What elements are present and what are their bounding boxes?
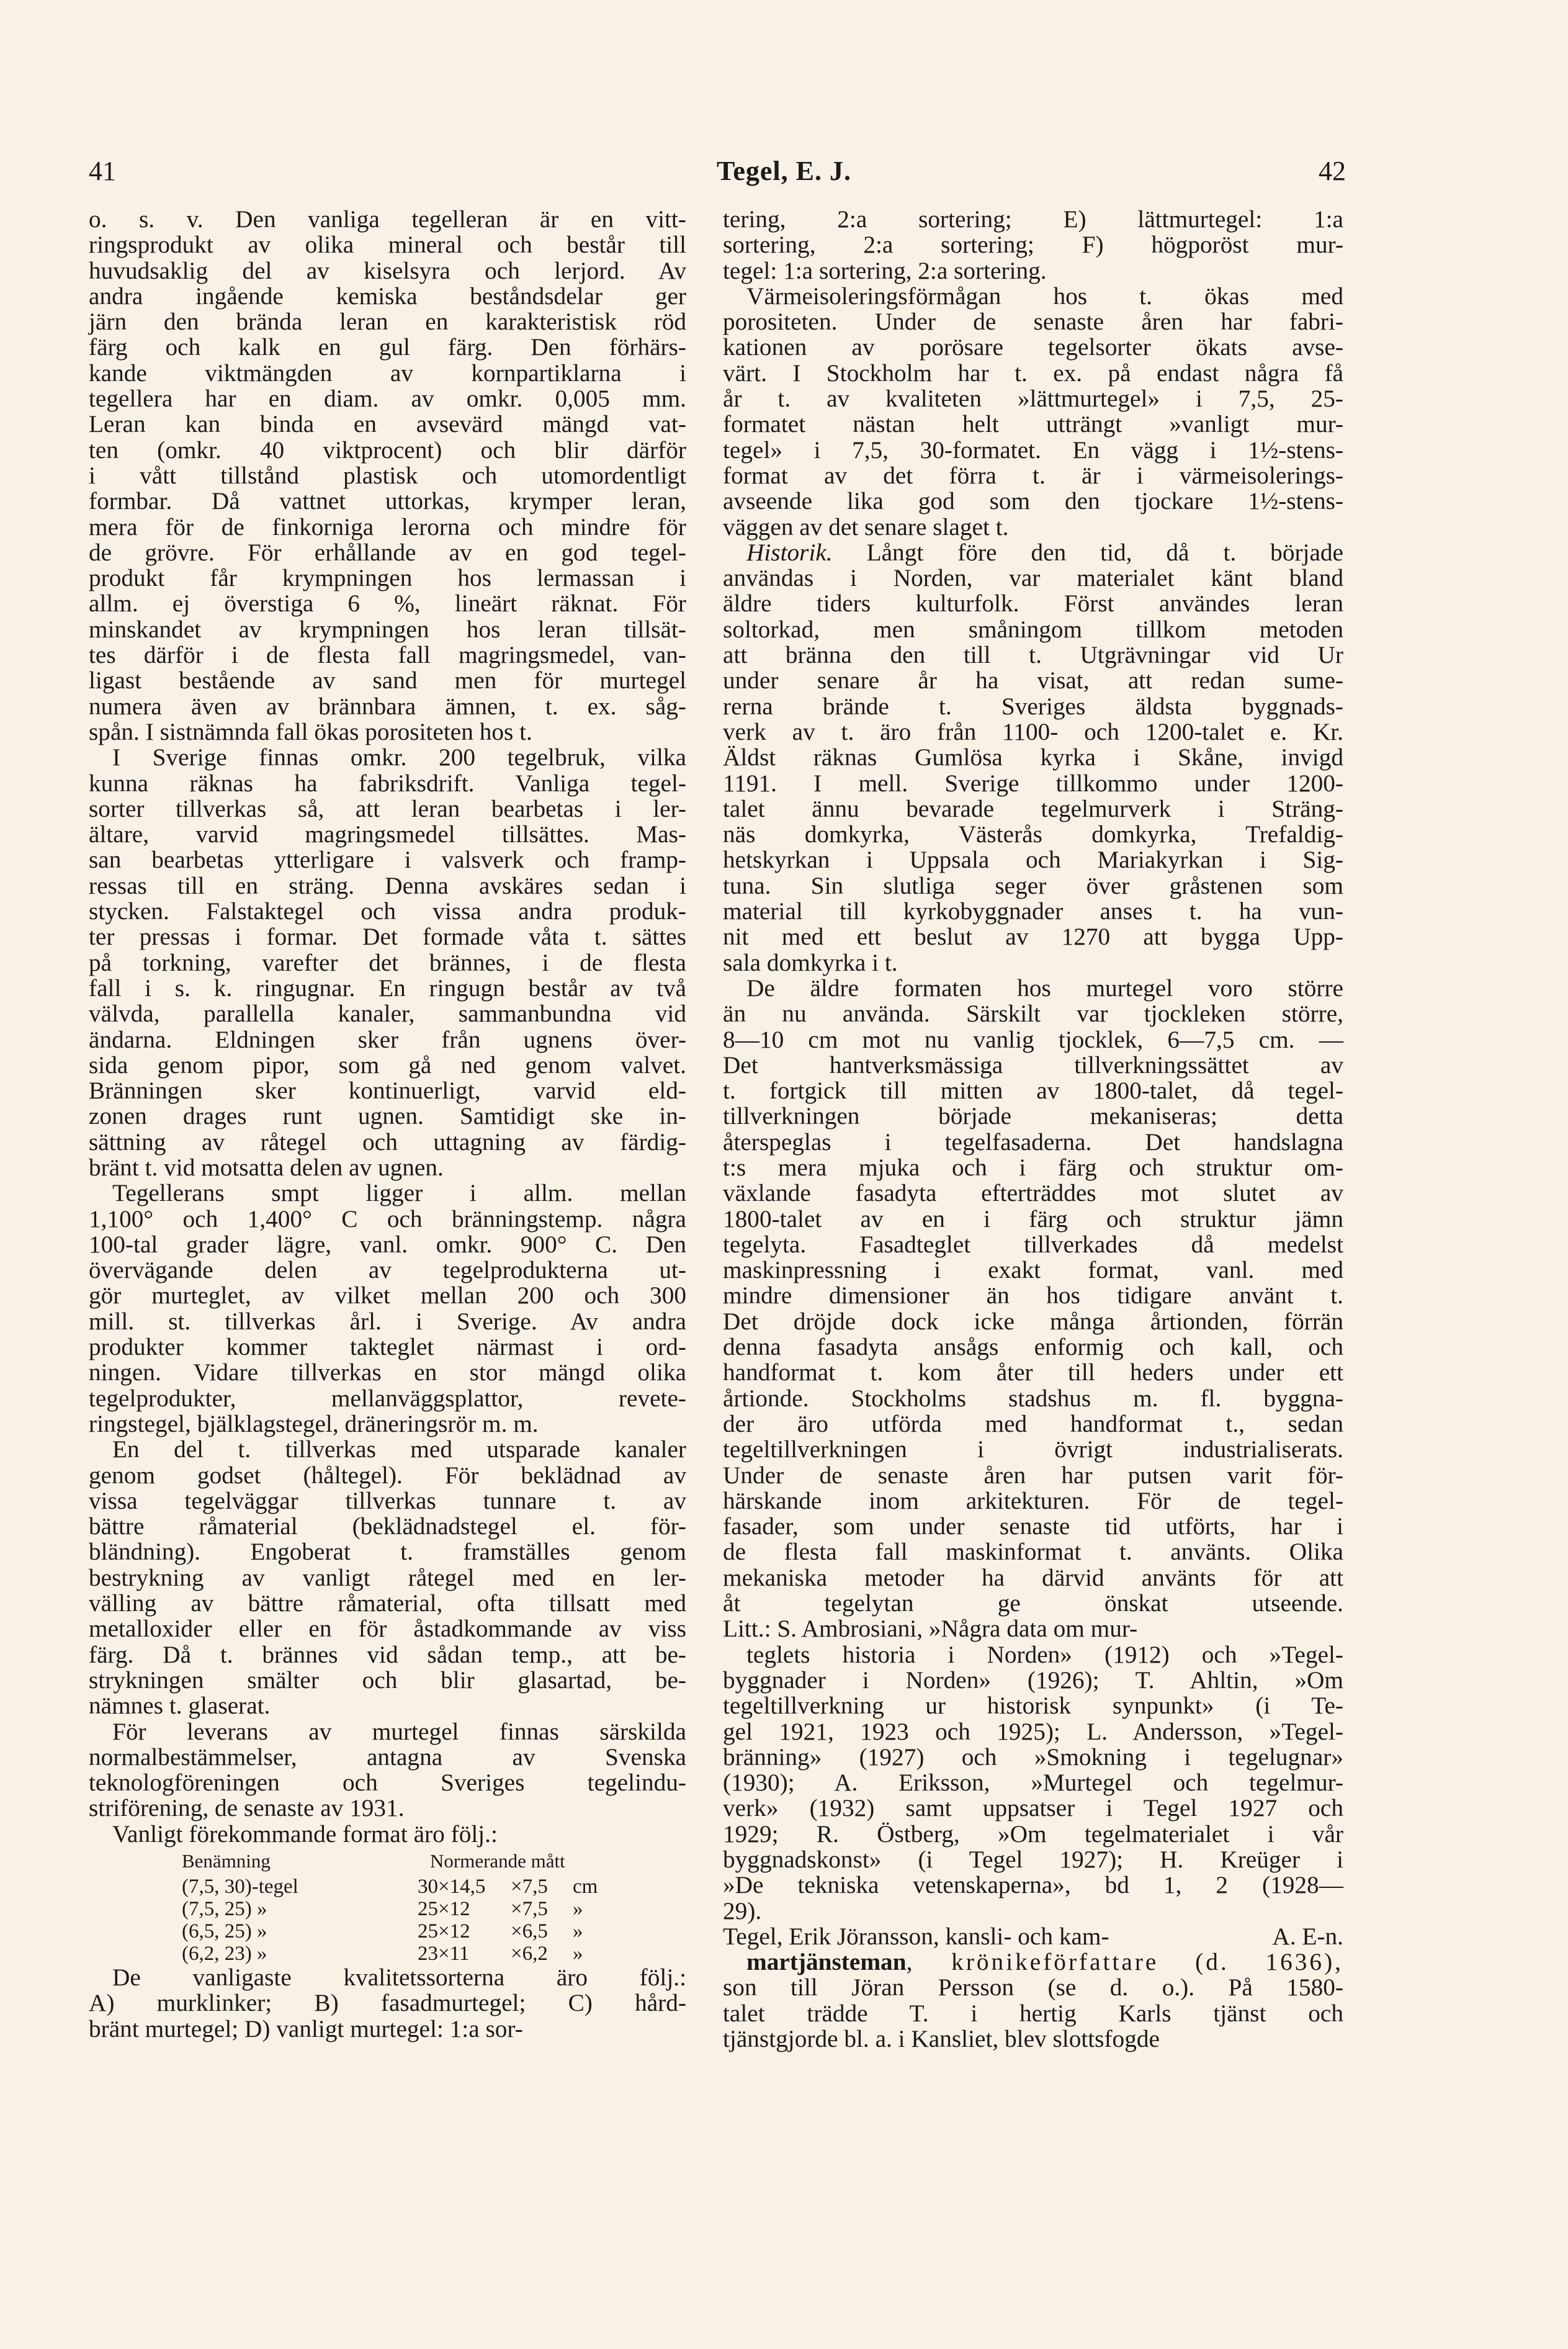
text-line: sida genom pipor, som gå ned genom valvet.	[89, 1051, 686, 1079]
text-line: Äldst räknas Gumlösa kyrka i Skåne, invigd	[723, 743, 1343, 771]
text-line: mindre dimensioner än hos tidigare använt t.	[723, 1282, 1343, 1309]
page-number-left: 41	[89, 156, 116, 186]
text-line: ringsprodukt av olika mineral och består till	[89, 231, 686, 259]
text-line: 1,100° och 1,400° C och bränningstemp. några	[89, 1205, 686, 1233]
text-line: under senare år ha visat, att redan sume-	[723, 667, 1343, 694]
text-line: värt. I Stockholm har t. ex. på endast några få	[723, 359, 1343, 387]
text-line: formbar. Då vattnet uttorkas, krymper leran,	[89, 487, 686, 515]
entry-headword: martjänsteman	[746, 1948, 907, 1976]
text-line: välvda, parallella kanaler, sammanbundna vid	[89, 1000, 686, 1028]
text-line: år t. av kvaliteten »lättmurtegel» i 7,5, 25-	[723, 385, 1343, 413]
text-line: än nu använda. Särskilt var tjockleken större,	[723, 1000, 1343, 1028]
text-line: (1930); A. Eriksson, »Murtegel och tegelmur-	[723, 1769, 1343, 1797]
text-line: zonen drages runt ugnen. Samtidigt ske in-	[89, 1102, 686, 1130]
text-line: Det hantverksmässiga tillverkningssättet av	[723, 1051, 1343, 1079]
text-line: sorter tillverkas så, att leran bearbetas i ler-	[89, 794, 686, 822]
table-cell: (7,5, 25) »	[182, 1898, 267, 1920]
text-line: användas i Norden, var materialet känt bland	[723, 564, 1343, 592]
table-cell: 30×14,5	[418, 1875, 486, 1898]
text-line: byggnadskonst» (i Tegel 1927); H. Kreüger i	[723, 1846, 1343, 1873]
text-line: son till Jöran Persson (se d. o.). På 1580-	[723, 1974, 1343, 2001]
text-line: san bearbetas ytterligare i valsverk och framp-	[89, 846, 686, 874]
table-cell: 23×11	[418, 1943, 470, 1965]
text-line: Bränningen sker kontinuerligt, varvid eld-	[89, 1077, 686, 1105]
text-line: gör murteglet, av vilket mellan 200 och 300	[89, 1282, 686, 1309]
column-header-size: Normerande mått	[430, 1850, 565, 1872]
text-line: härskande inom arkitekturen. För de tegel-	[723, 1486, 1343, 1514]
text-line: övervägande delen av tegelprodukterna ut-	[89, 1256, 686, 1284]
table-row	[89, 1943, 647, 1965]
text-line: De äldre formaten hos murtegel voro större	[746, 974, 1343, 1002]
text-line: andra ingående kemiska beståndsdelar ger	[89, 282, 686, 310]
running-title: Tegel, E. J.	[717, 156, 851, 186]
text-line: ringstegel, bjälklagstegel, dräneringsrör m. m.	[89, 1409, 539, 1437]
text-line: ändarna. Eldningen sker från ugnens över-	[89, 1025, 686, 1053]
text-line: 100-tal grader lägre, vanl. omkr. 900° C. Den	[89, 1230, 686, 1258]
text-line: tegellera har en diam. av omkr. 0,005 mm.	[89, 385, 686, 413]
text-line: fasader, som under senaste tid utförts, har i	[723, 1512, 1343, 1540]
text-line: väggen av det senare slaget t.	[723, 513, 1009, 541]
table-cell: ×7,5	[511, 1875, 548, 1898]
text-line: ten (omkr. 40 viktprocent) och blir därför	[89, 436, 686, 464]
text-line: återspeglas i tegelfasaderna. Det handslagna	[723, 1128, 1343, 1156]
text-line: produkt får krympningen hos lermassan i	[89, 564, 686, 592]
text-line: kationen av porösare tegelsorter ökats avse-	[723, 333, 1343, 361]
column-header-name: Benämning	[182, 1850, 271, 1872]
author-signature: A. E-n.	[1272, 1922, 1343, 1950]
table-cell: »	[573, 1943, 583, 1965]
text-line: på torkning, varefter det brännes, i de flesta	[89, 948, 686, 976]
text-line: åt tegelytan ge önskat utseende.	[723, 1589, 1343, 1617]
text-line: strykningen smälter och blir glasartad, be-	[89, 1666, 686, 1694]
text-line: mill. st. tillverkas årl. i Sverige. Av andra	[89, 1307, 686, 1335]
right-column-text	[723, 207, 1343, 2052]
text-line: färg och kalk en gul färg. Den förhärs-	[89, 333, 686, 361]
table-cell: ×6,5	[511, 1920, 548, 1943]
text-line: Vanligt förekommande format äro följ.:	[112, 1820, 498, 1848]
text-line: Leran kan binda en avsevärd mängd vat-	[89, 410, 686, 438]
table-cell: (6,2, 23) »	[182, 1943, 267, 1965]
page-header	[0, 155, 1568, 199]
text-line: Tegellerans smpt ligger i allm. mellan	[112, 1179, 686, 1207]
text-line: välling av bättre råmaterial, ofta tillsatt med	[89, 1589, 686, 1617]
text-line: teglets historia i Norden» (1912) och »Tegel-	[746, 1640, 1343, 1668]
text-line: tegelyta. Fasadteglet tillverkades då medelst	[723, 1230, 1343, 1258]
text-line: bländning). Engoberat t. framställes genom	[89, 1538, 686, 1566]
text-line: kunna räknas ha fabriksdrift. Vanliga tegel-	[89, 769, 686, 797]
text-line: bränt murtegel; D) vanligt murtegel: 1:a sor-	[89, 2014, 523, 2042]
text-line: ältare, varvid magringsmedel tillsättes. Mas-	[89, 820, 686, 848]
text-line: teknologföreningen och Sveriges tegelindu-	[89, 1769, 686, 1797]
table-cell: »	[573, 1920, 583, 1943]
text-line: bränning» (1927) och »Smokning i tegelugnar»	[723, 1743, 1343, 1771]
text-line: de grövre. För erhållande av en god tegel-	[89, 538, 686, 566]
text-line: produkter kommer takteglet närmast i ord-	[89, 1333, 686, 1361]
text-line: denna fasadyta ansågs enformig och kall, och	[723, 1333, 1343, 1361]
text-line: Värmeisoleringsförmågan hos t. ökas med	[746, 282, 1343, 310]
text-line: rerna brände t. Sveriges äldsta byggnads-	[723, 692, 1343, 720]
text-line: »De tekniska vetenskaperna», bd 1, 2 (1928—	[723, 1871, 1343, 1899]
text-line: att bränna den till t. Utgrävningar vid Ur	[723, 641, 1343, 669]
table-cell: cm	[573, 1875, 598, 1898]
text-line: soltorkad, men småningom tillkom metoden	[723, 615, 1343, 643]
left-column-text	[89, 207, 686, 1847]
text-line: stycken. Falstaktegel och vissa andra produk-	[89, 897, 686, 925]
text-line: 29).	[723, 1897, 762, 1925]
text-line: de flesta fall maskinformat t. använts. Olika	[723, 1538, 1343, 1566]
text-line: 1800-talet av en i färg och struktur jämn	[723, 1205, 1343, 1233]
text-line: mekaniska metoder ha därvid använts för att	[723, 1563, 1343, 1591]
format-table-header	[89, 1847, 647, 1875]
text-line: t. fortgick till mitten av 1800-talet, då tegel-	[723, 1077, 1343, 1105]
text-line: huvudsaklig del av kiselsyra och lerjord. Av	[89, 256, 686, 284]
right-column	[723, 207, 1343, 2052]
table-cell: 25×12	[418, 1920, 470, 1943]
text-line: färg. Då t. brännes vid sådan temp., att be-	[89, 1640, 686, 1668]
text-line: striförening, de senaste av 1931.	[89, 1794, 405, 1822]
table-cell: (7,5, 30)-tegel	[182, 1875, 298, 1898]
text-line: näs domkyrka, Västerås domkyrka, Trefaldig-	[723, 820, 1343, 848]
text-line: tegelprodukter, mellanväggsplattor, revete-	[89, 1384, 686, 1412]
text-line: bränt t. vid motsatta delen av ugnen.	[89, 1153, 444, 1181]
text-line: gel 1921, 1923 och 1925); L. Andersson, »Tegel-	[723, 1717, 1343, 1745]
text-line: tegeltillverkningen i övrigt industrialiserats.	[723, 1435, 1343, 1463]
text-line: nämnes t. glaserat.	[89, 1692, 271, 1720]
text-line: kande viktmängden av kornpartiklarna i	[89, 359, 686, 387]
text-line: bättre råmaterial (beklädnadstegel el. för-	[89, 1512, 686, 1540]
text-line: sala domkyrka i t.	[723, 948, 898, 976]
text-line: minskandet av krympningen hos leran tillsät-	[89, 615, 686, 643]
text-line: genom godset (håltegel). För beklädnad av	[89, 1461, 686, 1489]
text-line: Tegel, Erik Jöransson, kansli- och kam- A. E-n.	[723, 1922, 1343, 1950]
text-line: ter pressas i formar. Det formade våta t. sättes	[89, 923, 686, 951]
text-line: normalbestämmelser, antagna av Svenska	[89, 1743, 686, 1771]
text-line: tering, 2:a sortering; E) lättmurtegel: 1:a	[723, 205, 1343, 233]
text-line: tegeltillverkning ur historisk synpunkt» (i Te-	[723, 1692, 1343, 1720]
text-line: Under de senaste åren har putsen varit för-	[723, 1461, 1343, 1489]
text-line: spån. I sistnämnda fall ökas porositeten hos t.	[89, 717, 532, 745]
text-line: formatet nästan helt utträngt »vanligt mur-	[723, 410, 1343, 438]
text-line: ligast bestående av sand men för murtegel	[89, 667, 686, 694]
text-line: mera för de finkorniga lerorna och mindre för	[89, 513, 686, 541]
text-line: martjänsteman, krönikeförfattare (d. 1636),	[746, 1948, 1343, 1976]
text-line: bestrykning av vanligt råtegel med en ler-	[89, 1563, 686, 1591]
text-line: hetskyrkan i Uppsala och Mariakyrkan i Sig-	[723, 846, 1343, 874]
table-cell: ×6,2	[511, 1943, 548, 1965]
table-cell: ×7,5	[511, 1898, 548, 1920]
table-cell: 25×12	[418, 1898, 470, 1920]
text-line: tes därför i de flesta fall magringsmedel, van-	[89, 641, 686, 669]
text-line: material till kyrkobyggnader anses t. ha vun-	[723, 897, 1343, 925]
text-line: verk av t. äro från 1100- och 1200-talet e. Kr.	[723, 717, 1343, 745]
text-line: Litt.: S. Ambrosiani, »Några data om mur-	[723, 1615, 1138, 1643]
text-line: 8—10 cm mot nu vanlig tjocklek, 6—7,5 cm. —	[723, 1025, 1343, 1053]
text-line: o. s. v. Den vanliga tegelleran är en vitt-	[89, 205, 686, 233]
text-line: format av det förra t. är i värmeisolerings-	[723, 461, 1343, 489]
text-line: En del t. tillverkas med utsparade kanaler	[112, 1435, 686, 1463]
text-line: handformat t. kom åter till heders under ett	[723, 1359, 1343, 1386]
text-line: sortering, 2:a sortering; F) högporöst mur-	[723, 231, 1343, 259]
text-line: För leverans av murtegel finnas särskilda	[112, 1717, 686, 1745]
text-line: talet trädde T. i hertig Karls tjänst och	[723, 1999, 1343, 2027]
text-line: De vanligaste kvalitetssorterna äro följ.:	[112, 1964, 686, 1991]
text-line: Historik. Långt före den tid, då t. började	[746, 538, 1343, 566]
text-line: der äro utförda med handformat t., sedan	[723, 1409, 1343, 1437]
text-line: nit med ett beslut av 1270 att bygga Upp-	[723, 923, 1343, 951]
text-line: avseende lika god som den tjockare 1½-stens-	[723, 487, 1343, 515]
text-line: 1929; R. Östberg, »Om tegelmaterialet i vår	[723, 1820, 1343, 1848]
table-cell: (6,5, 25) »	[182, 1920, 267, 1943]
section-heading: Historik.	[746, 538, 833, 566]
text-line: tjänstgjorde bl. a. i Kansliet, blev slottsfogde	[723, 2025, 1160, 2053]
table-row	[89, 1898, 647, 1920]
text-line: tuna. Sin slutliga seger över gråstenen som	[723, 871, 1343, 899]
text-line: A) murklinker; B) fasadmurtegel; C) hård-	[89, 1989, 686, 2017]
text-line: ningen. Vidare tillverkas en stor mängd olika	[89, 1359, 686, 1386]
table-cell: »	[573, 1898, 583, 1920]
text-line: fall i s. k. ringugnar. En ringugn består av två	[89, 974, 686, 1002]
text-line: talet ännu bevarade tegelmurverk i Sträng-	[723, 794, 1343, 822]
text-line: i vått tillstånd plastisk och utomordentligt	[89, 461, 686, 489]
text-line: verk» (1932) samt uppsatser i Tegel 1927 och	[723, 1794, 1343, 1822]
text-line: 1191. I mell. Sverige tillkommo under 1200-	[723, 769, 1343, 797]
text-line: allm. ej överstiga 6 %, lineärt räknat. För	[89, 590, 686, 618]
table-row	[89, 1875, 647, 1898]
text-line: t:s mera mjuka och i färg och struktur om-	[723, 1153, 1343, 1181]
text-line: metalloxider eller en för åstadkommande av viss	[89, 1615, 686, 1643]
text-line: vissa tegelväggar tillverkas tunnare t. av	[89, 1486, 686, 1514]
text-line: ressas till en sträng. Denna avskäres sedan i	[89, 871, 686, 899]
text-line: maskinpressning i exakt format, vanl. med	[723, 1256, 1343, 1284]
text-line: sättning av råtegel och uttagning av färdig-	[89, 1128, 686, 1156]
left-column	[89, 207, 686, 2042]
text-line: tegel: 1:a sortering, 2:a sortering.	[723, 256, 1047, 284]
table-row	[89, 1920, 647, 1943]
text-line: tegel» i 7,5, 30-formatet. En vägg i 1½-stens-	[723, 436, 1343, 464]
text-line: I Sverige finnas omkr. 200 tegelbruk, vilka	[112, 743, 686, 771]
text-line: årtionde. Stockholms stadshus m. fl. byggna-	[723, 1384, 1343, 1412]
text-line: porositeten. Under de senaste åren har fabri-	[723, 308, 1343, 336]
left-column-text-after-table	[89, 1965, 686, 2042]
format-table	[89, 1847, 647, 1965]
text-line: tillverkningen började mekaniseras; detta	[723, 1102, 1343, 1130]
page-number-right: 42	[1319, 156, 1346, 186]
text-line: Det dröjde dock icke många årtionden, förrän	[723, 1307, 1343, 1335]
text-line: växlande fasadyta efterträddes mot slutet av	[723, 1179, 1343, 1207]
text-line: järn den brända leran en karakteristisk röd	[89, 308, 686, 336]
text-line: numera även av brännbara ämnen, t. ex. såg-	[89, 692, 686, 720]
text-line: äldre tiders kulturfolk. Först användes leran	[723, 590, 1343, 618]
text-line: byggnader i Norden» (1926); T. Ahltin, »Om	[723, 1666, 1343, 1694]
